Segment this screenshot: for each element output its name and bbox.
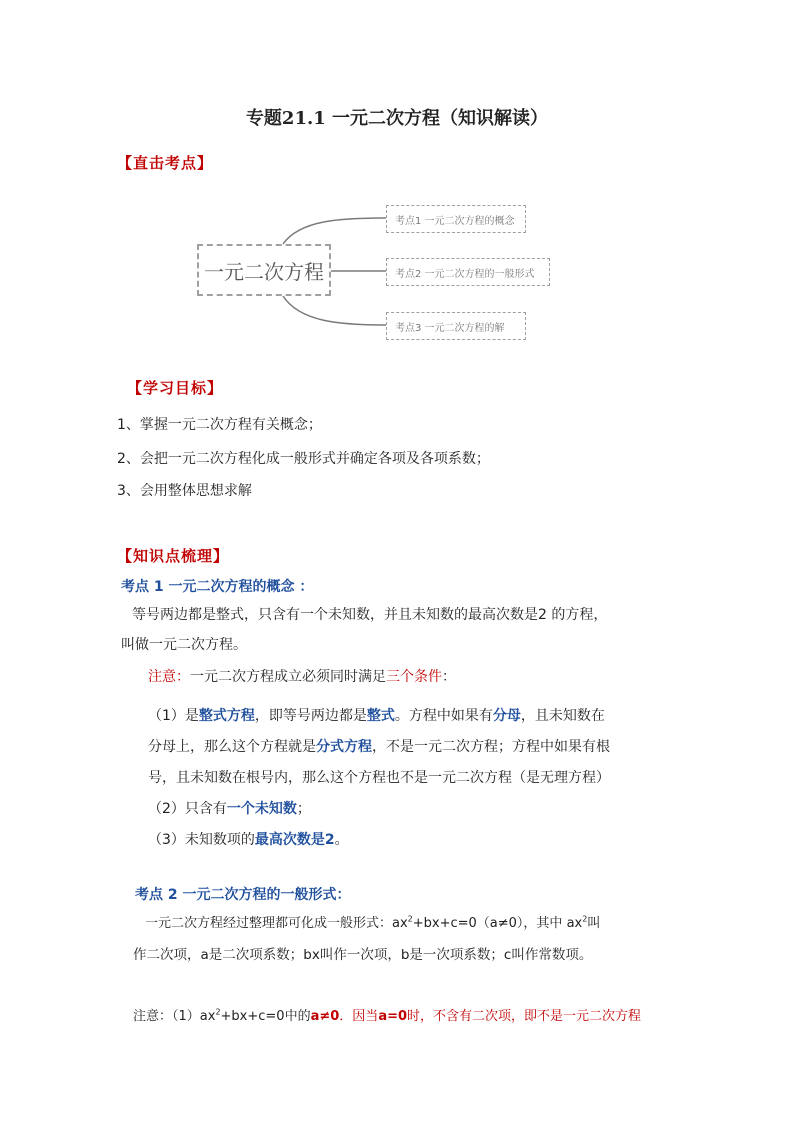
note-end: ：: [442, 669, 456, 685]
kp2-line: [145, 912, 600, 931]
mindmap-node-3: 考点3 一元二次方程的解: [386, 312, 526, 340]
kp1-line: 等号两边都是整式，只含有一个未知数，并且未知数的最高次数是2 的方程，: [132, 607, 608, 623]
superscript: 2: [215, 1007, 221, 1017]
goal-item: 3、会用整体思想求解: [117, 483, 252, 499]
emphasis: 整式方程: [198, 708, 255, 724]
text: ，且未知数在: [520, 708, 605, 724]
goal-item: 2、会把一元二次方程化成一般形式并确定各项及各项系数；: [117, 451, 490, 467]
text: ，即等号两边都是: [254, 708, 367, 724]
text: 。方程中如果有: [394, 708, 493, 724]
note-text: 一元二次方程成立必须同时满足: [190, 669, 386, 685]
emphasis: a≠0: [310, 1009, 340, 1024]
text: 叫: [587, 916, 601, 931]
text: 。: [334, 832, 349, 848]
text: 一元二次方程经过整理都可化成一般形式：ax: [145, 916, 408, 931]
text: （2）只含有: [148, 801, 227, 817]
mindmap-center: 一元二次方程: [197, 244, 331, 296]
section-kaodian: 【直击考点】: [117, 154, 214, 172]
text: ．因当: [339, 1009, 379, 1024]
note-label: 注意：: [148, 669, 190, 685]
kp1-line: 叫做一元二次方程。: [121, 637, 247, 653]
kp2-note: [133, 1005, 641, 1024]
text: ，不是一元二次方程；方程中如果有根: [372, 739, 610, 755]
goal-item: 1、掌握一元二次方程有关概念；: [117, 417, 322, 433]
section-mubiao: 【学习目标】: [127, 379, 224, 397]
condition-1-line2: [148, 736, 610, 756]
kp1-heading: 考点 1 一元二次方程的概念 ：: [121, 579, 314, 595]
text: 注意：（1）ax: [133, 1009, 216, 1024]
note-emphasis: 三个条件: [386, 669, 442, 685]
condition-2: [148, 798, 311, 818]
text: 时，不含有二次项，即不是一元二次方程: [407, 1009, 642, 1024]
section-shuli: 【知识点梳理】: [117, 547, 230, 565]
kp2-heading: 考点 2 一元二次方程的一般形式：: [135, 887, 351, 903]
emphasis: 分母: [492, 708, 521, 724]
emphasis: a=0: [378, 1009, 408, 1024]
condition-1: [148, 705, 605, 725]
superscript: 2: [407, 914, 413, 924]
mindmap-node-2: 考点2 一元二次方程的一般形式: [386, 258, 550, 286]
superscript: 2: [582, 914, 588, 924]
condition-3: [148, 829, 349, 849]
text: +bx+c=0（a≠0），其中 ax: [412, 916, 583, 931]
text: +bx+c=0中的: [220, 1009, 311, 1024]
mindmap-node-1: 考点1 一元二次方程的概念: [386, 205, 526, 233]
text: ；: [296, 801, 311, 817]
text: （3）未知数项的: [148, 832, 255, 848]
text: （1）是: [148, 708, 199, 724]
kp1-note: [148, 666, 456, 686]
kp2-line: 作二次项，a是二次项系数；bx叫作一次项，b是一次项系数；c叫作常数项。: [133, 947, 593, 963]
emphasis: 最高次数是2: [254, 832, 335, 848]
emphasis: 一个未知数: [226, 801, 297, 817]
emphasis: 整式: [366, 708, 395, 724]
emphasis: 分式方程: [316, 739, 372, 755]
condition-1-line3: 号，且未知数在根号内，那么这个方程也不是一元二次方程（是无理方程）: [148, 770, 610, 786]
page-title: 专题21.1 一元二次方程（知识解读）: [245, 108, 549, 129]
text: 分母上，那么这个方程就是: [148, 739, 316, 755]
